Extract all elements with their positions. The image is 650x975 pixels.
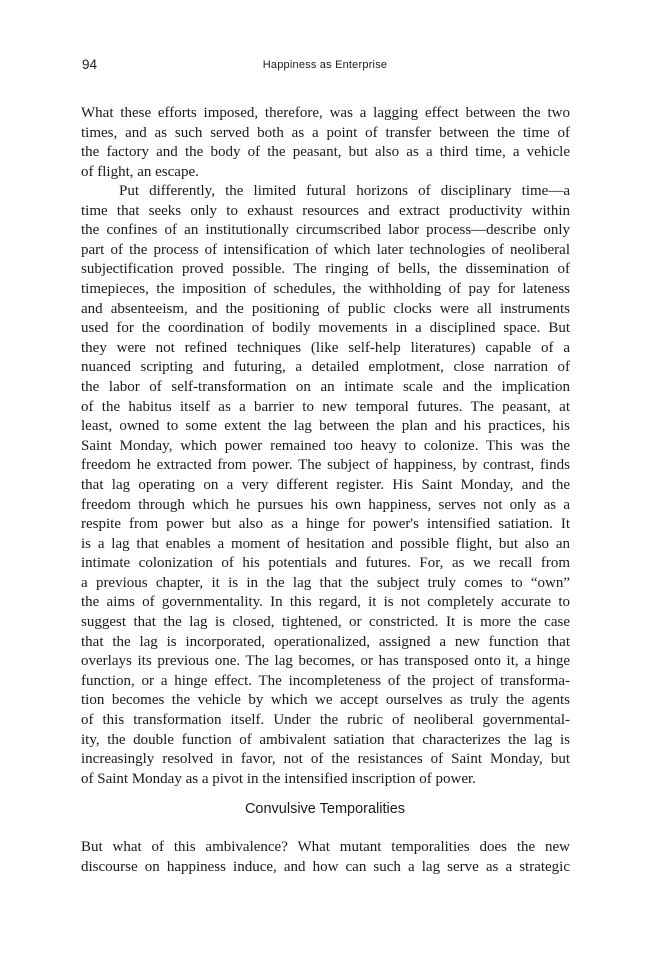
text-line: of this transformation itself. Under the rubric of neoliberal governmental- <box>81 712 570 729</box>
paragraph-2 <box>81 182 570 789</box>
text-line: freedom he extracted from power. The subject of happiness, by contrast, finds <box>81 457 570 474</box>
text-line: What these efforts imposed, therefore, was a lagging effect between the two <box>81 105 570 121</box>
text-line: the aims of governmentality. In this regard, it is not completely accurate to <box>81 594 570 611</box>
text-line: they were not refined techniques (like self-help literatures) capable of a <box>81 339 570 356</box>
text-line: suggest that the lag is closed, tightened, or constricted. It is more the case <box>81 614 570 631</box>
text-line: overlays its previous one. The lag becomes, or has transposed onto it, a hinge <box>81 653 570 670</box>
text-line: used for the coordination of bodily movements in a disciplined space. But <box>81 320 570 337</box>
text-line: increasingly resolved in favor, not of the resistances of Saint Monday, but <box>81 751 570 768</box>
paragraph-1 <box>81 104 570 182</box>
text-line: Saint Monday, which power remained too heavy to colonize. This was the <box>81 437 570 454</box>
text-line: the confines of an institutionally circumscribed labor process—describe only <box>81 222 570 239</box>
text-line: time that seeks only to exhaust resources and extract productivity within <box>81 202 570 219</box>
text-line: of the habitus itself as a barrier to new temporal futures. The peasant, at <box>81 398 570 415</box>
text-line: part of the process of intensification of which later technologies of neoliberal <box>81 241 570 258</box>
text-line: the factory and the body of the peasant, but also as a third time, a vehicle <box>81 144 570 161</box>
text-line: timepieces, the imposition of schedules, the withholding of pay for lateness <box>81 280 570 297</box>
text-line: ity, the double function of ambivalent satiation that characterizes the lag is <box>81 731 570 748</box>
text-line: nuanced scripting and futuring, a detailed emplotment, close narration of <box>81 359 570 376</box>
section-heading: Convulsive Temporalities <box>244 801 406 817</box>
text-line: subjectification proved possible. The ringing of bells, the dissemination of <box>81 261 570 278</box>
running-head: Happiness as Enterprise <box>262 59 388 71</box>
text-line: and absenteeism, and the positioning of public clocks were all instruments <box>81 300 570 317</box>
page-number: 94 <box>82 57 98 72</box>
text-line: But what of this ambivalence? What mutant temporalities does the new <box>81 839 570 855</box>
text-line: of Saint Monday as a pivot in the intensified inscription of power. <box>81 770 476 787</box>
text-line: freedom through which he pursues his own happiness, serves not only as a <box>81 496 570 513</box>
text-line: intimate colonization of his potentials and futures. For, as we recall from <box>81 555 570 572</box>
text-line: function, or a hinge effect. The incompleteness of the project of transforma- <box>81 672 570 689</box>
text-line: is a lag that enables a moment of hesitation and possible flight, but also an <box>81 535 570 552</box>
text-line: discourse on happiness induce, and how can such a lag serve as a strategic <box>81 858 570 875</box>
text-line: that lag operating on a very different register. His Saint Monday, and the <box>81 476 570 493</box>
text-line: Put differently, the limited futural horizons of disciplinary time—a <box>119 183 570 199</box>
paragraph-3 <box>81 838 570 877</box>
text-line: times, and as such served both as a point of transfer between the time of <box>81 124 570 141</box>
text-line: tion becomes the vehicle by which we accept ourselves as truly the agents <box>81 692 570 709</box>
text-line: least, owned to some extent the lag between the plan and his practices, his <box>81 418 570 435</box>
text-line: respite from power but also as a hinge for power's intensified satiation. It <box>81 516 570 533</box>
text-line: of flight, an escape. <box>81 163 199 180</box>
text-line: the labor of self-transformation on an intimate scale and the implication <box>81 378 570 395</box>
text-line: that the lag is incorporated, operationalized, assigned a new function that <box>81 633 570 650</box>
text-line: a previous chapter, it is in the lag that the subject truly comes to “own” <box>81 574 570 591</box>
